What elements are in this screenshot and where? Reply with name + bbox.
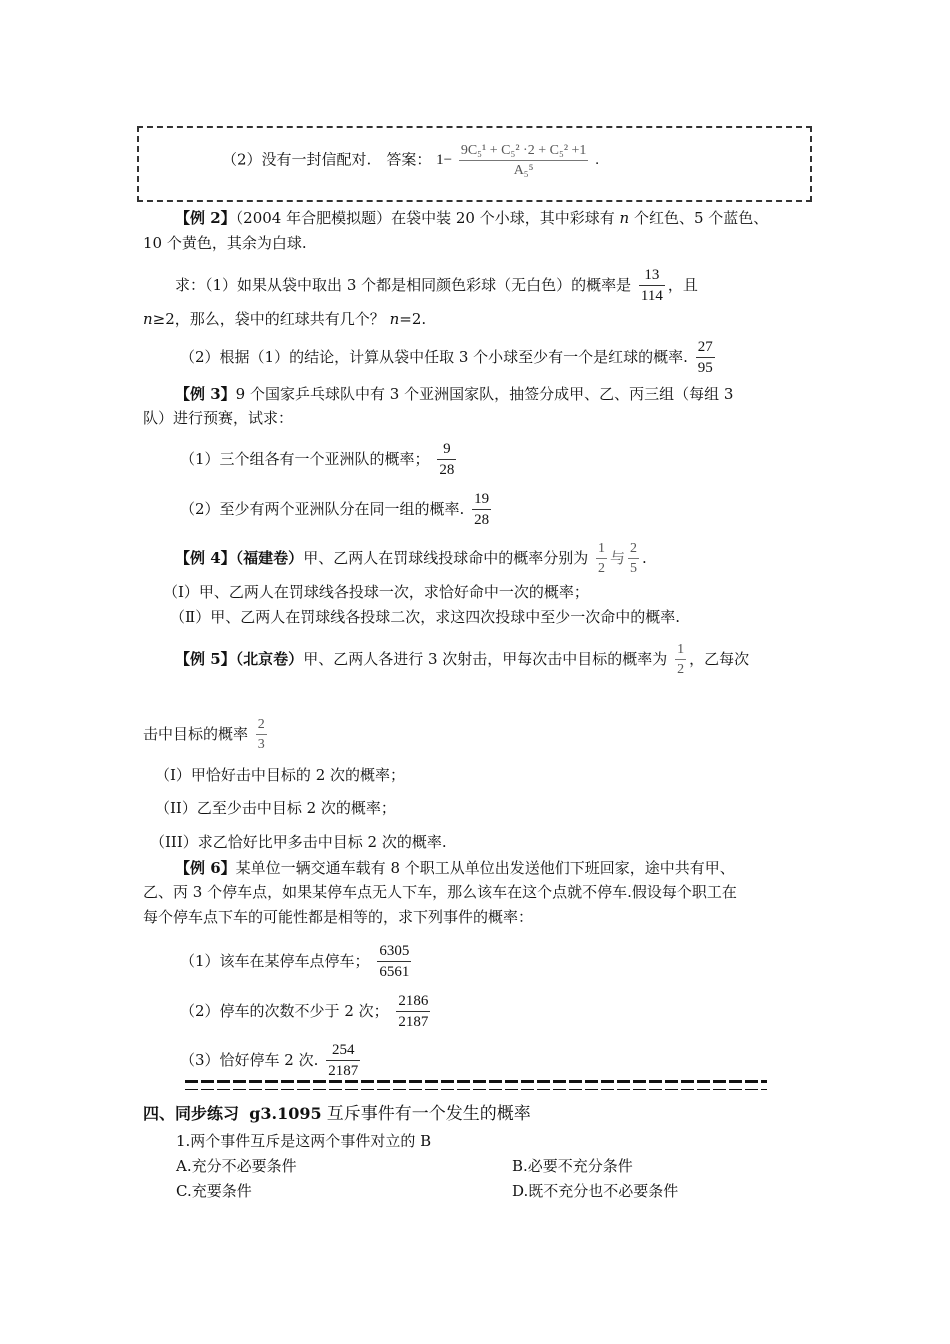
ex6-q3 [180,1043,363,1079]
ex2-text1: （2004 年合肥模拟题）在袋中装 20 个小球，其中彩球有 [235,209,620,227]
ex6-label: 【例 6】 [175,859,236,877]
answer-prefix: 1− [436,152,453,169]
ex4-fraction-1 [596,542,607,576]
ex6-q3-den: 2187 [328,1063,359,1079]
ex5-q1: （I）甲恰好击中目标的 2 次的概率； [155,766,406,784]
ex3-q2-num: 19 [472,492,491,510]
ex2-q1b [143,309,426,329]
ex5-text2: 击中目标的概率 [143,725,249,743]
ex2-q2-den: 95 [697,360,713,376]
ex2-q1-text: 求：（1）如果从袋中取出 3 个都是相同颜色彩球（无白色）的概率是 [175,276,632,294]
ex6-line3: 每个停车点下车的可能性都是相等的，求下列事件的概率： [143,908,534,926]
ex2-q1 [175,268,698,304]
ex6-line1 [175,858,735,878]
ex4-line1 [175,542,647,576]
ex2-q1-tail: ，且 [667,276,698,294]
ex4-label: 【例 4】 [175,549,236,567]
answer-denominator: A₅⁵ [513,163,534,178]
ex3-text1: 9 个国家乒乓球队中有 3 个亚洲国家队，抽签分成甲、乙、丙三组（每组 3 [235,385,734,403]
option-b: B.必要不充分条件 [512,1157,633,1175]
box-item2 [222,144,599,178]
ex5-f1-num: 1 [675,643,686,660]
ex4-end: . [642,549,647,567]
ex6-q3-text: （3）恰好停车 2 次. [180,1051,319,1069]
ex2-q1b-n: n [143,310,153,328]
ex2-q2-fraction [696,340,715,376]
ex6-q3-fraction [326,1043,360,1079]
section-separator [185,1080,767,1094]
ex4-source: （福建卷） [235,549,304,567]
option-c: C.充要条件 [176,1182,252,1200]
ex3-q1 [180,442,459,478]
ex4-text1: 甲、乙两人在罚球线投球命中的概率分别为 [303,549,589,567]
ex3-q1-fraction [437,442,456,478]
ex2-q1b-ans: =2. [399,310,427,328]
ex3-q1-den: 28 [439,462,455,478]
ex6-q2 [180,994,433,1030]
answer-suffix: . [595,152,599,169]
ex4-q1: （Ⅰ）甲、乙两人在罚球线各投球一次，求恰好命中一次的概率； [163,583,589,601]
ex6-q2-fraction [396,994,430,1030]
ex6-text1: 某单位一辆交通车载有 8 个职工从单位出发送他们下班回家，途中共有甲、 [235,859,735,877]
ex5-text1: 甲、乙两人各进行 3 次射击，甲每次击中目标的概率为 [303,650,668,668]
ex4-q2: （Ⅱ）甲、乙两人在罚球线各投球二次，求这四次投球中至少一次命中的概率. [170,608,680,626]
ex5-line2 [143,718,270,752]
answer-numerator: 9C₅¹ + C₅² ·2 + C₅² +1 [459,144,589,161]
ex6-q3-num: 254 [326,1043,360,1061]
ex2-q2 [180,340,718,376]
ex3-q2 [180,492,494,528]
ex3-q2-den: 28 [474,512,490,528]
ex6-q1 [180,944,414,980]
ex4-fraction-2 [628,542,639,576]
answer-formula [436,143,599,178]
answer-fraction [459,144,589,178]
ex5-fraction-1 [675,643,686,677]
ex2-line1 [175,208,768,228]
ex2-q2-num: 27 [696,340,715,358]
ex3-line2: 队）进行预赛，试求： [143,409,294,427]
ex4-f2-num: 2 [628,542,639,559]
ex6-q1-den: 6561 [379,964,410,980]
ex4-f2-den: 5 [630,561,637,576]
section4-code: g3.1095 [249,1104,322,1123]
ex6-q1-num: 6305 [377,944,411,962]
ex6-q1-text: （1）该车在某停车点停车； [180,952,370,970]
ex4-f1-num: 1 [596,542,607,559]
ex5-f2-den: 3 [257,737,265,752]
ex5-text1b: ，乙每次 [689,650,750,668]
option-d: D.既不充分也不必要条件 [512,1182,679,1200]
ex5-q3: （III）求乙恰好比甲多击中目标 2 次的概率. [150,833,447,851]
ex6-q2-num: 2186 [396,994,430,1012]
ex3-label: 【例 3】 [175,385,236,403]
ex2-q2-text: （2）根据（1）的结论，计算从袋中任取 3 个小球至少有一个是红球的概率. [180,348,688,366]
ex3-q2-text: （2）至少有两个亚洲队分在同一组的概率. [180,500,465,518]
ex2-text1b: 个红色、5 个蓝色、 [629,209,769,227]
ex4-f1-den: 2 [597,561,605,576]
ex2-label: 【例 2】 [175,209,236,227]
section4-heading [143,1104,531,1124]
ex5-line1 [175,643,749,677]
ex3-line1 [175,384,733,404]
ex2-q1b-text: ≥2，那么，袋中的红球共有几个？ [152,310,385,328]
ex5-q2: （II）乙至少击中目标 2 次的概率； [155,799,396,817]
ex5-source: （北京卷） [235,650,304,668]
section4-heading-text: 四、同步练习 [143,1104,240,1123]
ex2-n: n [619,209,630,227]
ex5-fraction-2 [256,718,267,752]
section4-q1: 1.两个事件互斥是这两个事件对立的 B [176,1132,432,1150]
ex6-q1-fraction [377,944,411,980]
ex3-q2-fraction [472,492,491,528]
ex3-q1-num: 9 [437,442,456,460]
ex3-q1-text: （1）三个组各有一个亚洲队的概率； [180,450,430,468]
ex2-q1-fraction [639,268,665,304]
ex2-q1-num: 13 [639,268,665,286]
section4-title: 互斥事件有一个发生的概率 [326,1104,531,1124]
ex2-q1-den: 114 [640,288,663,304]
ex5-f2-num: 2 [256,718,267,735]
box-item2-text: （2）没有一封信配对. 答案： [222,150,432,169]
ex6-q2-den: 2187 [398,1014,429,1030]
ex2-line2: 10 个黄色，其余为白球. [143,234,307,252]
ex5-label: 【例 5】 [175,650,236,668]
ex6-q2-text: （2）停车的次数不少于 2 次； [180,1002,389,1020]
ex5-f1-den: 2 [677,662,685,677]
ex4-mid: 与 [609,549,625,567]
ex6-line2: 乙、丙 3 个停车点，如果某停车点无人下车，那么该车在这个点就不停车.假设每个职工在 [143,883,737,901]
option-a: A.充分不必要条件 [176,1157,297,1175]
ex2-q1b-ans-n: n [389,310,400,328]
